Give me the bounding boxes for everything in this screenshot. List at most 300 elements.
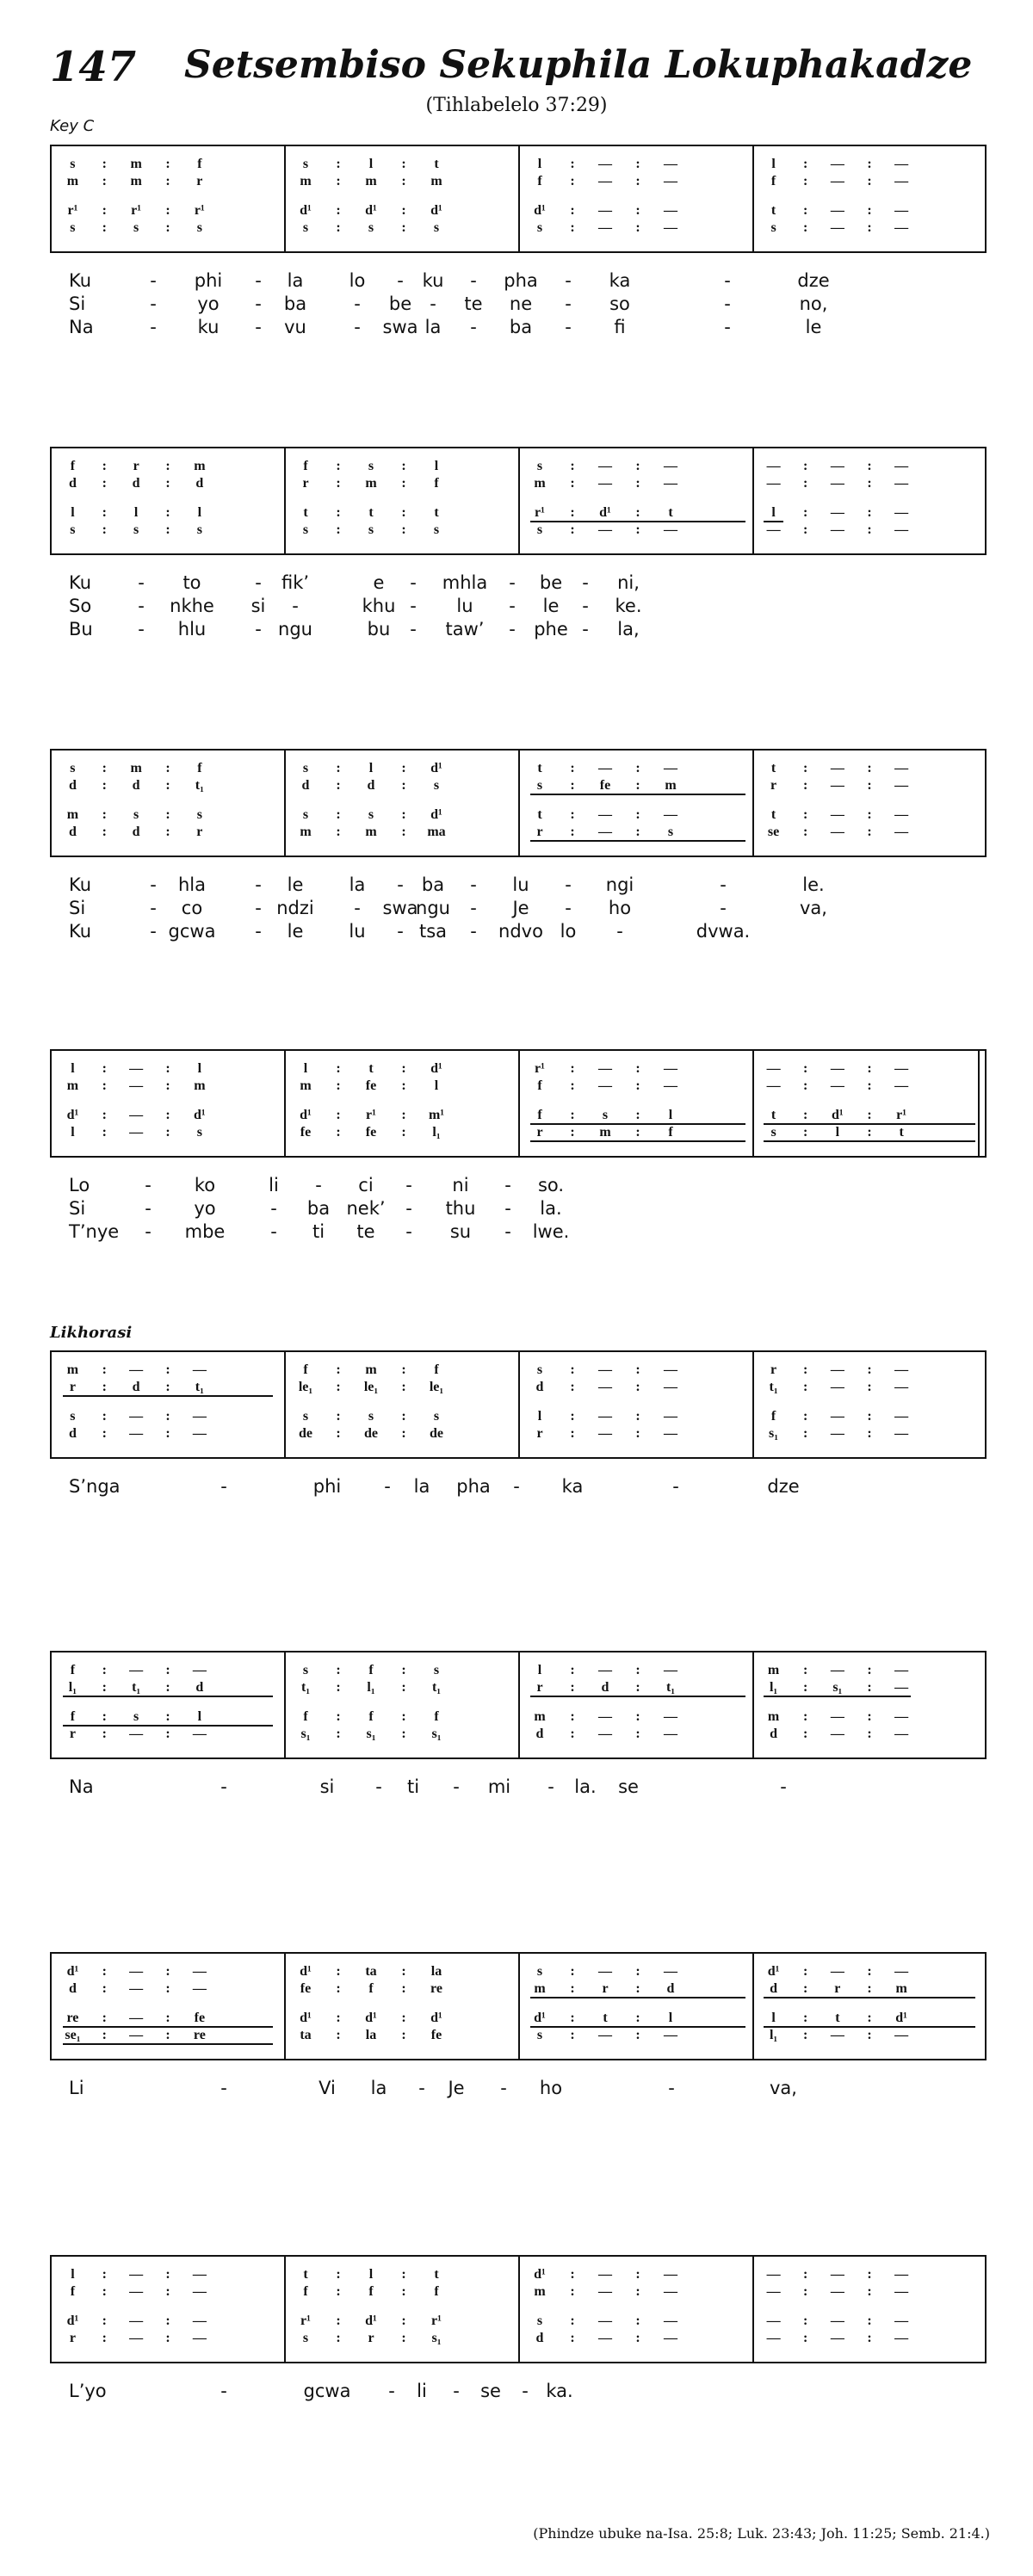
lyric-syllable: Na <box>69 1776 94 1797</box>
beat-separator: : <box>867 2313 872 2328</box>
syllable-hyphen: - <box>255 270 262 291</box>
solfa-note: l <box>537 1663 542 1677</box>
solfa-note: — <box>598 1426 612 1441</box>
solfa-note: t₁ <box>431 1680 442 1695</box>
beat-separator: : <box>570 459 575 473</box>
solfa-note: f <box>70 1663 76 1677</box>
measure-voice <box>758 1980 981 1998</box>
lyric-syllable: gcwa <box>303 2381 351 2401</box>
solfa-note: m <box>365 1362 377 1377</box>
barline <box>518 751 520 856</box>
beat-separator: : <box>803 1125 808 1140</box>
measure-voice <box>523 2330 752 2347</box>
beat-separator: : <box>635 2011 640 2025</box>
beat-separator: : <box>803 1680 808 1695</box>
measure-voice <box>289 504 518 522</box>
beat-separator: : <box>803 1362 808 1377</box>
lyric-syllable: ko <box>194 1175 216 1195</box>
solfa-note: t <box>368 505 374 520</box>
lyric-syllable: Si <box>69 293 86 314</box>
solfa-note: — <box>830 157 844 171</box>
solfa-note: f <box>197 761 202 775</box>
lyric-line <box>69 898 930 921</box>
barline <box>518 1051 520 1156</box>
measure-voice <box>758 1679 981 1696</box>
solfa-note: d¹ <box>66 1964 79 1979</box>
beat-separator: : <box>401 1981 406 1996</box>
solfa-note: d¹ <box>430 203 442 218</box>
syllable-hyphen: - <box>500 2078 507 2098</box>
solfa-note: — <box>664 157 677 171</box>
solfa-note: s <box>133 1709 139 1724</box>
solfa-note: d <box>68 825 77 839</box>
solfa-note: s <box>302 1663 309 1677</box>
beat-separator: : <box>570 761 575 775</box>
beat-separator: : <box>102 1663 107 1677</box>
beat-separator: : <box>867 157 872 171</box>
solfa-note: la <box>430 1964 442 1979</box>
measure-voice <box>523 2313 752 2330</box>
solfa-note: t <box>368 1061 374 1076</box>
measure-voice <box>758 475 981 492</box>
solfa-note: — <box>830 825 844 839</box>
solfa-note: l <box>303 1061 308 1076</box>
solfa-note: l <box>668 1108 673 1122</box>
beat-separator: : <box>570 778 575 793</box>
solfa-note: s <box>133 220 139 235</box>
measure-voice <box>57 2027 279 2044</box>
beat-separator: : <box>867 1125 872 1140</box>
solfa-note: fe <box>300 1125 312 1140</box>
solfa-note: m <box>534 476 546 491</box>
solfa-note: d <box>770 1981 778 1996</box>
measure-voice <box>758 1124 981 1141</box>
lyric-syllable: te <box>356 1221 375 1242</box>
measure-voice <box>289 219 518 237</box>
solfa-note: — <box>830 2028 844 2042</box>
lyric-syllable: ngi <box>605 874 634 895</box>
beat-separator: : <box>401 459 406 473</box>
lyric-syllable: Si <box>69 1198 86 1219</box>
solfa-note: — <box>830 174 844 188</box>
syllable-hyphen: - <box>405 1198 412 1219</box>
solfa-note: fe <box>365 1078 377 1093</box>
solfa-note: — <box>894 1663 909 1677</box>
beat-separator: : <box>570 1362 575 1377</box>
lyric-line <box>69 874 930 898</box>
measure-voice <box>523 504 752 522</box>
beat-separator: : <box>102 476 107 491</box>
solfa-note: t₁ <box>132 1680 141 1695</box>
lyric-line <box>69 270 930 293</box>
lyric-syllable: dze <box>797 270 830 291</box>
solfa-note: r <box>536 825 543 839</box>
solfa-note: m <box>300 174 312 188</box>
solfa-note: l₁ <box>68 1680 77 1695</box>
solfa-note: r¹ <box>194 203 205 218</box>
syllable-hyphen: - <box>405 1221 412 1242</box>
solfa-note: — <box>598 761 612 775</box>
beat-separator: : <box>803 1727 808 1741</box>
beat-separator: : <box>401 220 406 235</box>
beat-separator: : <box>102 2011 107 2025</box>
measure-voice <box>758 1362 981 1379</box>
measure-voice <box>758 2266 981 2283</box>
solfa-note: — <box>598 2331 612 2345</box>
lyric-syllable: Lo <box>69 1175 90 1195</box>
syllable-hyphen: - <box>354 317 361 337</box>
solfa-note: ta <box>365 1964 377 1979</box>
solfa-note: — <box>192 1409 207 1424</box>
solfa-note: f <box>770 174 776 188</box>
beat-separator: : <box>401 778 406 793</box>
barline <box>752 2257 754 2362</box>
syllable-hyphen: - <box>616 921 623 942</box>
solfa-note: l <box>368 2267 374 2282</box>
beat-separator: : <box>867 2267 872 2282</box>
lyric-syllable: la <box>413 1476 430 1497</box>
solfa-note: t <box>770 761 776 775</box>
lyric-syllable: co <box>181 898 203 918</box>
measure-voice <box>289 2266 518 2283</box>
measure-voice <box>758 777 981 794</box>
solfa-note: t₁ <box>195 778 204 793</box>
lyric-syllable: Bu <box>69 619 93 639</box>
barline <box>284 146 286 251</box>
beat-separator: : <box>570 1426 575 1441</box>
syllable-hyphen: - <box>453 1776 460 1797</box>
beat-separator: : <box>102 505 107 520</box>
solfa-note: — <box>129 1362 144 1377</box>
solfa-note: d¹ <box>832 1108 844 1122</box>
solfa-note: — <box>129 1981 144 1996</box>
beat-separator: : <box>165 1663 170 1677</box>
syllable-hyphen: - <box>145 1221 152 1242</box>
solfa-note: — <box>192 2267 207 2282</box>
beat-separator: : <box>401 1409 406 1424</box>
solfa-note: d¹ <box>66 2313 79 2328</box>
solfa-note: d <box>195 1680 204 1695</box>
syllable-hyphen: - <box>509 572 516 593</box>
beat-separator: : <box>102 1362 107 1377</box>
lyric-syllable: Li <box>69 2078 84 2098</box>
beat-separator: : <box>635 220 640 235</box>
measure-voice <box>289 1963 518 1980</box>
beat-separator: : <box>570 2313 575 2328</box>
solfa-note: d¹ <box>365 2011 377 2025</box>
slur-underline <box>764 2026 974 2028</box>
solfa-note: f <box>434 1709 439 1724</box>
slur-underline <box>530 794 746 795</box>
syllable-hyphen: - <box>150 898 157 918</box>
lyric-syllable: ti <box>406 1776 420 1797</box>
solfa-note: — <box>894 2267 909 2282</box>
solfa-note: — <box>598 203 612 218</box>
beat-separator: : <box>102 778 107 793</box>
beat-separator: : <box>803 2284 808 2299</box>
measure-voice <box>57 1408 279 1425</box>
solfa-note: — <box>664 807 677 822</box>
measure-voice <box>289 1060 518 1078</box>
beat-separator: : <box>102 174 107 188</box>
solfa-note: — <box>664 2267 677 2282</box>
solfa-note: — <box>894 220 909 235</box>
beat-separator: : <box>165 2267 170 2282</box>
solfa-note: — <box>894 157 909 171</box>
beat-separator: : <box>401 2011 406 2025</box>
solfa-note: — <box>598 2028 612 2042</box>
beat-separator: : <box>570 1125 575 1140</box>
solfa-note: d¹ <box>365 203 377 218</box>
solfa-note: s <box>433 220 440 235</box>
syllable-hyphen: - <box>668 2078 675 2098</box>
solfa-note: s <box>196 807 202 822</box>
beat-separator: : <box>102 1709 107 1724</box>
measure-voice <box>57 2330 279 2347</box>
music-system-4 <box>50 1049 987 1158</box>
solfa-note: l <box>771 157 776 171</box>
solfa-note: — <box>664 1727 677 1741</box>
solfa-note: s <box>433 778 440 793</box>
solfa-note: d¹ <box>430 807 442 822</box>
solfa-note: s <box>302 1409 309 1424</box>
beat-separator: : <box>635 1362 640 1377</box>
measure-voice <box>57 1425 279 1442</box>
beat-separator: : <box>401 1125 406 1140</box>
solfa-note: f <box>303 2284 308 2299</box>
measure-voice <box>289 202 518 219</box>
solfa-note: — <box>830 761 844 775</box>
solfa-note: l <box>368 157 374 171</box>
beat-separator: : <box>102 1125 107 1140</box>
beat-separator: : <box>803 2028 808 2042</box>
barline <box>752 1051 754 1156</box>
solfa-note: l <box>835 1125 840 1140</box>
lyric-syllable: nkhe <box>170 596 214 616</box>
syllable-hyphen: - <box>138 596 145 616</box>
beat-separator: : <box>635 807 640 822</box>
beat-separator: : <box>165 476 170 491</box>
syllable-hyphen: - <box>509 619 516 639</box>
lyric-syllable: khu <box>362 596 396 616</box>
slur-underline <box>530 521 746 522</box>
solfa-note: d¹ <box>534 203 546 218</box>
solfa-note: — <box>129 1409 144 1424</box>
solfa-note: — <box>664 459 677 473</box>
solfa-note: m <box>599 1125 611 1140</box>
beat-separator: : <box>635 1709 640 1724</box>
solfa-note: s <box>770 220 776 235</box>
solfa-note: — <box>129 1426 144 1441</box>
beat-separator: : <box>102 1380 107 1394</box>
beat-separator: : <box>102 203 107 218</box>
lyric-syllable: la, <box>617 619 640 639</box>
beat-separator: : <box>102 2267 107 2282</box>
solfa-note: — <box>192 1663 207 1677</box>
solfa-note: — <box>894 2028 909 2042</box>
solfa-note: s <box>196 522 202 537</box>
solfa-note: d <box>68 778 77 793</box>
lyric-syllable: le. <box>802 874 825 895</box>
lyric-syllable: ba <box>509 317 533 337</box>
beat-separator: : <box>803 1663 808 1677</box>
measure-voice <box>523 475 752 492</box>
beat-separator: : <box>803 522 808 537</box>
beat-separator: : <box>336 1709 341 1724</box>
beat-separator: : <box>102 1078 107 1093</box>
lyric-syllable: be <box>539 572 563 593</box>
syllable-hyphen: - <box>405 1175 412 1195</box>
beat-separator: : <box>401 761 406 775</box>
measure-voice <box>758 504 981 522</box>
lyric-syllable: ci <box>358 1175 374 1195</box>
solfa-note: s <box>433 1663 440 1677</box>
barline <box>752 448 754 553</box>
solfa-note: — <box>598 2267 612 2282</box>
measure-voice <box>57 202 279 219</box>
solfa-note: — <box>766 1078 781 1093</box>
solfa-note: — <box>129 2011 144 2025</box>
syllable-hyphen: - <box>145 1175 152 1195</box>
lyric-syllable: su <box>449 1221 472 1242</box>
measure-voice <box>289 1726 518 1743</box>
solfa-note: d¹ <box>895 2011 907 2025</box>
lyric-line <box>69 1221 930 1245</box>
beat-separator: : <box>803 220 808 235</box>
lyric-syllable: hlu <box>177 619 207 639</box>
solfa-note: — <box>894 807 909 822</box>
beat-separator: : <box>570 1964 575 1979</box>
lyric-syllable: So <box>69 596 92 616</box>
lyric-syllable: ndvo <box>498 921 543 942</box>
chorus-label: Likhorasi <box>50 1324 133 1342</box>
solfa-note: t₁ <box>769 1380 778 1394</box>
lyric-syllable: no, <box>799 293 828 314</box>
solfa-note: — <box>664 2313 677 2328</box>
beat-separator: : <box>635 1125 640 1140</box>
solfa-note: t <box>537 807 542 822</box>
barline <box>752 1352 754 1457</box>
solfa-note: — <box>830 1709 844 1724</box>
measure-voice <box>523 522 752 539</box>
beat-separator: : <box>401 1426 406 1441</box>
lyric-syllable: Ku <box>69 572 92 593</box>
lyric-syllable: be <box>388 293 412 314</box>
measure-voice <box>523 1963 752 1980</box>
measure-voice <box>523 2010 752 2027</box>
beat-separator: : <box>803 2011 808 2025</box>
solfa-note: s <box>302 761 309 775</box>
slur-underline <box>530 1997 746 1998</box>
solfa-note: la <box>365 2028 377 2042</box>
solfa-note: t₁ <box>195 1380 204 1394</box>
beat-separator: : <box>165 1426 170 1441</box>
solfa-note: t <box>770 807 776 822</box>
beat-separator: : <box>401 807 406 822</box>
syllable-hyphen: - <box>292 596 299 616</box>
lyric-syllable: phi <box>312 1476 342 1497</box>
measure-voice <box>523 173 752 190</box>
beat-separator: : <box>867 825 872 839</box>
beat-separator: : <box>336 2028 341 2042</box>
barline <box>752 751 754 856</box>
lyric-syllable: fik’ <box>281 572 310 593</box>
solfa-note: — <box>129 1964 144 1979</box>
beat-separator: : <box>165 157 170 171</box>
solfa-note: — <box>766 2313 781 2328</box>
barline <box>752 146 754 251</box>
solfa-note: — <box>664 203 677 218</box>
solfa-note: — <box>598 522 612 537</box>
syllable-hyphen: - <box>138 619 145 639</box>
solfa-note: s <box>368 220 374 235</box>
solfa-note: l₁ <box>769 1680 778 1695</box>
solfa-note: t <box>770 1108 776 1122</box>
beat-separator: : <box>336 778 341 793</box>
solfa-note: m <box>767 1709 780 1724</box>
measure-voice <box>523 1980 752 1998</box>
beat-separator: : <box>401 2313 406 2328</box>
lyric-line <box>69 2381 930 2404</box>
solfa-note: — <box>894 1680 909 1695</box>
beat-separator: : <box>867 1426 872 1441</box>
measure-voice <box>57 1379 279 1396</box>
lyric-syllable: tsa <box>418 921 448 942</box>
syllable-hyphen: - <box>565 317 572 337</box>
solfa-note: — <box>830 2284 844 2299</box>
solfa-note: — <box>894 522 909 537</box>
lyric-syllable: to <box>182 572 201 593</box>
syllable-hyphen: - <box>504 1198 511 1219</box>
lyric-syllable: lu <box>349 921 366 942</box>
solfa-note: — <box>830 1727 844 1741</box>
solfa-note: d <box>132 476 140 491</box>
solfa-note: t <box>434 505 439 520</box>
solfa-note: d <box>68 476 77 491</box>
solfa-note: t <box>303 505 308 520</box>
beat-separator: : <box>102 220 107 235</box>
measure-voice <box>57 1124 279 1141</box>
beat-separator: : <box>165 1061 170 1076</box>
beat-separator: : <box>570 476 575 491</box>
solfa-note: — <box>830 778 844 793</box>
solfa-note: d <box>68 1981 77 1996</box>
solfa-note: s <box>70 220 76 235</box>
beat-separator: : <box>803 1709 808 1724</box>
slur-underline <box>530 1696 746 1697</box>
lyric-syllable: taw’ <box>445 619 485 639</box>
lyric-syllable: pha <box>456 1476 491 1497</box>
beat-separator: : <box>803 761 808 775</box>
lyric-syllable: L’yo <box>69 2381 107 2401</box>
syllable-hyphen: - <box>220 1776 227 1797</box>
barline <box>752 1954 754 2059</box>
solfa-note: f <box>70 2284 76 2299</box>
solfa-note: — <box>598 2284 612 2299</box>
measure-voice <box>57 1078 279 1095</box>
beat-separator: : <box>570 1061 575 1076</box>
measure-voice <box>57 1726 279 1743</box>
solfa-note: s <box>302 157 309 171</box>
solfa-note: — <box>664 174 677 188</box>
solfa-note: — <box>894 2313 909 2328</box>
measure-voice <box>289 1679 518 1696</box>
lyric-syllable: T’nye <box>69 1221 120 1242</box>
solfa-note: — <box>894 1709 909 1724</box>
solfa-note: m <box>130 157 142 171</box>
music-system-7 <box>50 1952 987 2060</box>
solfa-note: — <box>894 825 909 839</box>
